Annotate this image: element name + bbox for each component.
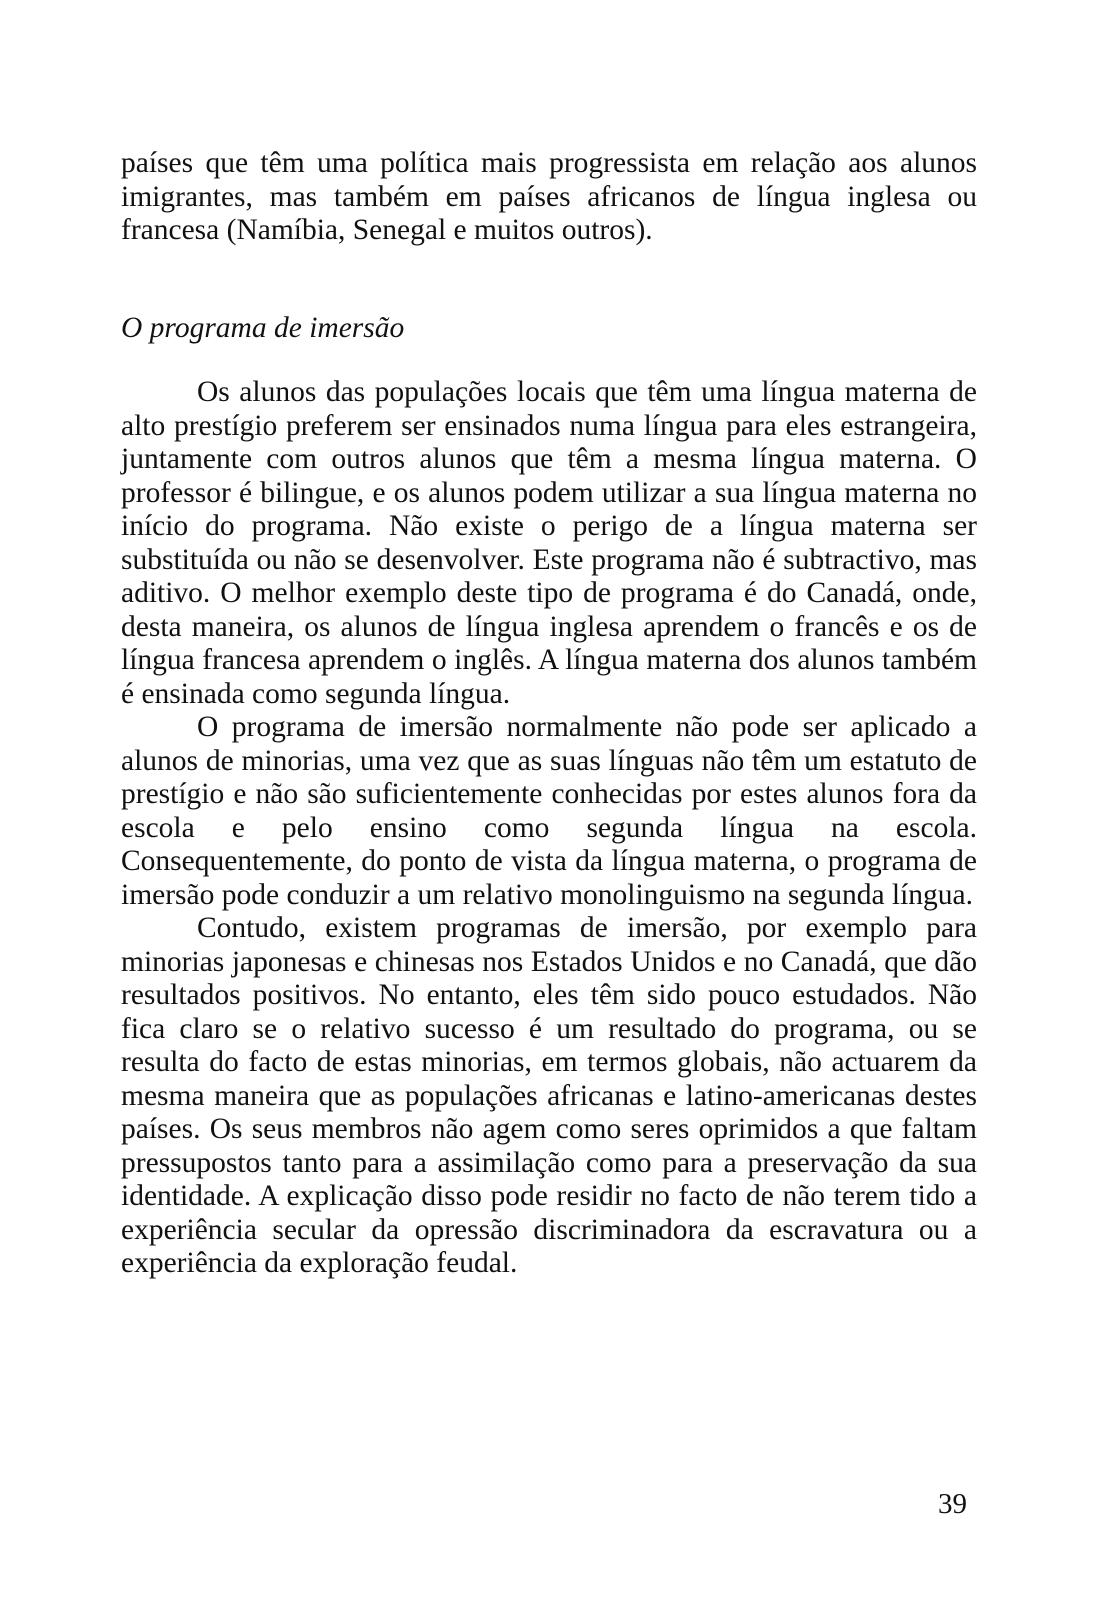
page-number: 39 <box>938 1488 967 1520</box>
continued-paragraph: países que têm uma política mais progressista em relação aos alunos imigrantes, mas também em países africanos de língua inglesa ou francesa (Namíbia, Senegal e muitos outros). <box>121 147 977 246</box>
section-heading: O programa de imersão <box>121 312 405 344</box>
paragraph: Contudo, existem programas de imersão, por exemplo para minorias japonesas e chinesas nos Estados Unidos e no Canadá, que dão resultados positivos. No entanto, eles têm sido pouco estudados. Não fica claro se o relativo sucesso é um resultado do programa, ou se resulta do facto de estas minorias, em termos globais, não actuarem da mesma maneira que as populações africanas e latino-americanas destes países. Os seus membros não agem como seres oprimidos a que faltam pressupostos tanto para a assimilação como para a preservação da sua identidade. A explicação disso pode residir no facto de não terem tido a experiência secular da opressão discriminadora da escravatura ou a experiência da exploração feudal. <box>121 912 977 1279</box>
section-body <box>121 376 977 1281</box>
paragraph: Os alunos das populações locais que têm uma língua materna de alto prestígio preferem ser ensinados numa língua para eles estrangeira, juntamente com outros alunos que têm a mesma língua materna. O professor é bilingue, e os alunos podem utilizar a sua língua materna no início do programa. Não existe o perigo de a língua materna ser substituída ou não se desenvolver. Este programa não é subtractivo, mas aditivo. O melhor exemplo deste tipo de programa é do Canadá, onde, desta maneira, os alunos de língua inglesa aprendem o francês e os de língua francesa aprendem o inglês. A língua materna dos alunos também é ensinada como segunda língua. <box>121 376 977 710</box>
paragraph: O programa de imersão normalmente não pode ser aplicado a alunos de minorias, uma vez que as suas línguas não têm um estatuto de prestígio e não são suficientemente conhecidas por estes alunos fora da escola e pelo ensino como segunda língua na escola. Consequentemente, do ponto de vista da língua materna, o programa de imersão pode conduzir a um relativo monolinguismo na segunda língua. <box>121 711 977 911</box>
